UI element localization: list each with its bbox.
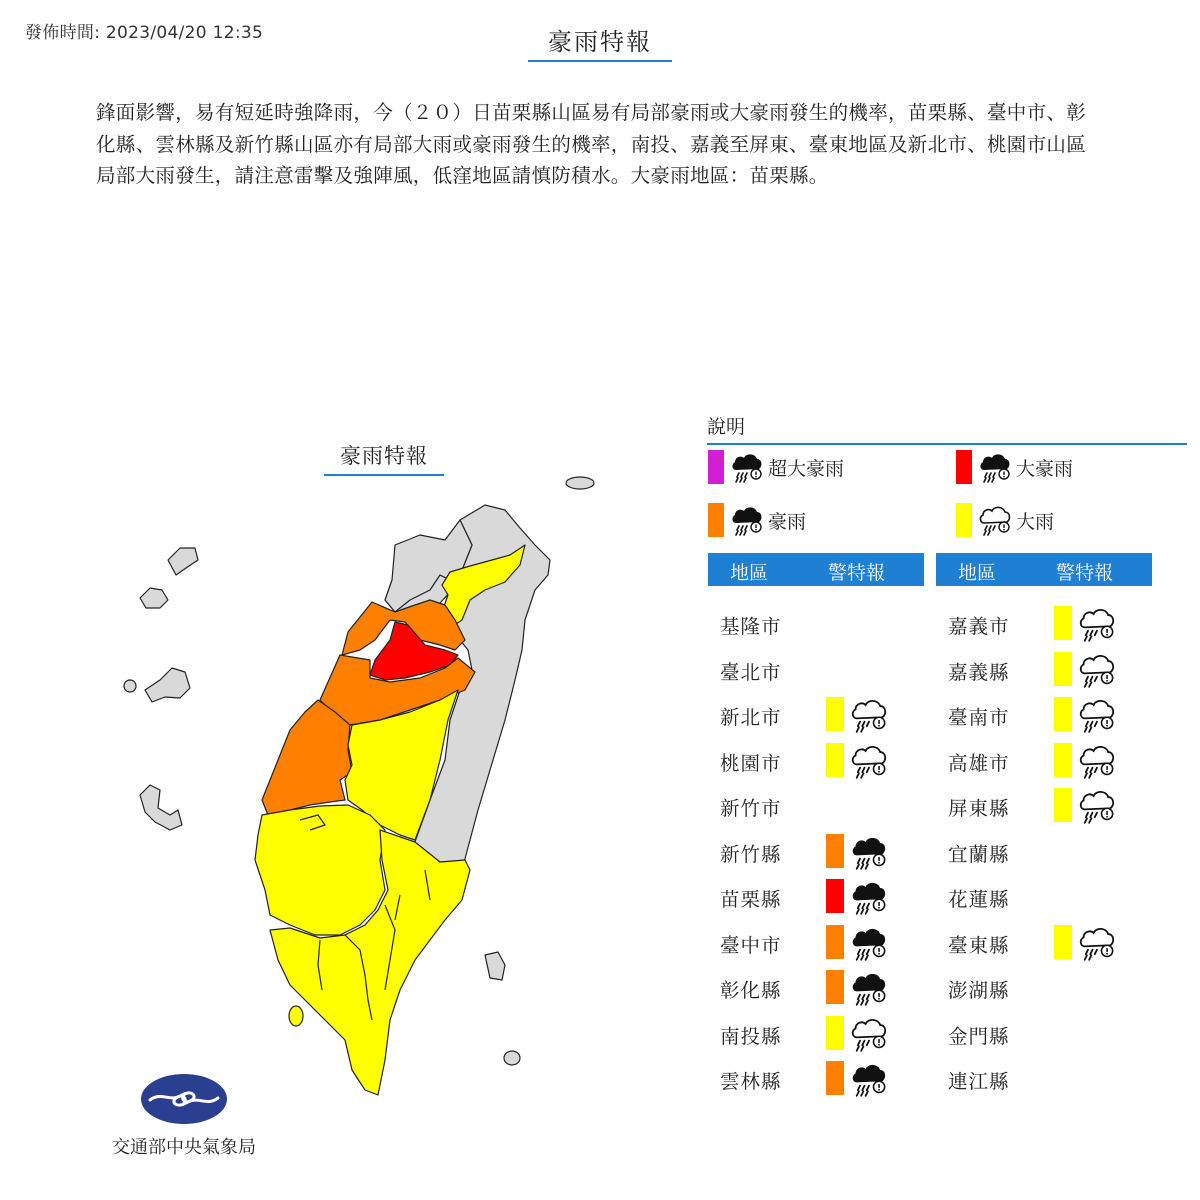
table-row bbox=[708, 788, 923, 822]
region-name: 金門縣 bbox=[948, 1024, 1010, 1048]
legend-swatch bbox=[708, 450, 724, 484]
taiwan-warning-map bbox=[110, 470, 600, 1110]
legend-label: 豪雨 bbox=[768, 510, 807, 533]
map-island-nw-2 bbox=[140, 588, 168, 608]
region-name: 新竹縣 bbox=[720, 842, 782, 866]
region-name: 新竹市 bbox=[720, 797, 782, 820]
table-row bbox=[936, 1061, 1151, 1095]
warning-swatch bbox=[1054, 925, 1072, 959]
storm-rain-icon bbox=[730, 450, 764, 484]
page-title: 豪雨特報 bbox=[528, 22, 672, 62]
region-name: 宜蘭縣 bbox=[948, 842, 1010, 866]
region-name: 新北市 bbox=[720, 706, 782, 729]
map-island-liuqiu bbox=[289, 1006, 303, 1026]
region-name: 連江縣 bbox=[948, 1070, 1010, 1093]
table-row bbox=[708, 879, 923, 913]
table-header-left bbox=[708, 553, 924, 586]
warning-swatch bbox=[1054, 652, 1072, 686]
table-row bbox=[936, 743, 1151, 777]
table-row bbox=[936, 697, 1151, 731]
column-header-region: 地區 bbox=[958, 562, 997, 584]
cloud-rain-icon bbox=[850, 696, 888, 734]
table-row bbox=[708, 652, 923, 686]
region-name: 嘉義市 bbox=[948, 615, 1010, 638]
region-name: 桃園市 bbox=[720, 751, 782, 775]
cloud-rain-icon bbox=[1078, 651, 1116, 689]
warning-swatch bbox=[1054, 606, 1072, 640]
table-row bbox=[708, 1061, 923, 1095]
cloud-rain-icon bbox=[978, 503, 1012, 537]
legend-label: 超大豪雨 bbox=[768, 457, 845, 480]
legend-swatch bbox=[956, 503, 972, 537]
table-row bbox=[936, 788, 1151, 822]
warning-swatch bbox=[1054, 743, 1072, 777]
region-name: 臺東縣 bbox=[948, 933, 1010, 957]
storm-rain-icon bbox=[850, 924, 888, 962]
agency-name: 交通部中央氣象局 bbox=[112, 1137, 256, 1158]
table-row bbox=[936, 1016, 1151, 1050]
warning-swatch bbox=[826, 697, 844, 731]
map-island-nw-1 bbox=[168, 548, 198, 575]
storm-rain-icon bbox=[850, 833, 888, 871]
region-name: 屏東縣 bbox=[948, 797, 1010, 820]
map-island-orchid bbox=[504, 1051, 520, 1065]
storm-rain-icon bbox=[850, 969, 888, 1007]
map-island-ne bbox=[566, 477, 594, 489]
table-header-right bbox=[936, 553, 1152, 586]
legend-swatch bbox=[708, 503, 724, 537]
column-header-warning: 警特報 bbox=[1056, 562, 1114, 584]
legend-item-torrential-heavy bbox=[956, 450, 1073, 484]
cloud-rain-icon bbox=[1078, 605, 1116, 643]
region-name: 基隆市 bbox=[720, 615, 782, 638]
region-name: 苗栗縣 bbox=[720, 888, 782, 911]
region-name: 花蓮縣 bbox=[948, 888, 1010, 911]
issue-time: 發佈時間: 2023/04/20 12:35 bbox=[25, 23, 264, 43]
warning-swatch bbox=[826, 743, 844, 777]
region-name: 嘉義縣 bbox=[948, 660, 1010, 684]
warning-swatch bbox=[1054, 788, 1072, 822]
region-name: 澎湖縣 bbox=[948, 979, 1010, 1002]
cloud-rain-icon bbox=[1078, 787, 1116, 825]
legend-item-torrential bbox=[708, 503, 806, 537]
storm-rain-icon bbox=[850, 1060, 888, 1098]
cloud-rain-icon bbox=[850, 742, 888, 780]
table-row bbox=[708, 970, 923, 1004]
region-name: 南投縣 bbox=[720, 1024, 782, 1048]
table-row bbox=[936, 879, 1151, 913]
warning-swatch bbox=[826, 970, 844, 1004]
map-region-chiayi-tainan bbox=[255, 805, 385, 935]
map-region-changhua-yunlin bbox=[262, 700, 352, 815]
legend-item-extremely-torrential bbox=[708, 450, 844, 484]
cwb-logo bbox=[140, 1073, 228, 1125]
table-row bbox=[708, 743, 923, 777]
region-name: 臺中市 bbox=[720, 933, 782, 957]
storm-rain-icon bbox=[850, 878, 888, 916]
table-row bbox=[708, 834, 923, 868]
warning-swatch bbox=[826, 1016, 844, 1050]
region-name: 雲林縣 bbox=[720, 1070, 782, 1093]
warning-swatch bbox=[826, 879, 844, 913]
column-header-region: 地區 bbox=[730, 562, 769, 584]
table-row bbox=[936, 834, 1151, 868]
warning-description: 鋒面影響，易有短延時強降雨，今（２０）日苗栗縣山區易有局部豪雨或大豪雨發生的機率，苗栗縣、臺中市、彰化縣、雲林縣及新竹縣山區亦有局部大雨或豪雨發生的機率，南投、嘉義至屏東、臺東地區及新北市、桃園市山區局部大雨發生，請注意雷擊及強陣風，低窪地區請慎防積水。大豪雨地區：苗栗縣。 bbox=[96, 101, 1087, 187]
warning-swatch bbox=[826, 834, 844, 868]
map-island-penghu-2 bbox=[140, 785, 182, 830]
warning-swatch bbox=[826, 925, 844, 959]
table-row bbox=[936, 652, 1151, 686]
map-island-green bbox=[485, 952, 505, 980]
table-row bbox=[936, 970, 1151, 1004]
storm-rain-icon bbox=[730, 503, 764, 537]
cloud-rain-icon bbox=[1078, 924, 1116, 962]
cloud-rain-icon bbox=[850, 1015, 888, 1053]
table-row bbox=[936, 925, 1151, 959]
legend-swatch bbox=[956, 450, 972, 484]
column-header-warning: 警特報 bbox=[828, 562, 886, 584]
table-row bbox=[936, 606, 1151, 640]
legend-title: 說明 bbox=[707, 412, 1187, 445]
cloud-rain-icon bbox=[1078, 742, 1116, 780]
legend-label: 大雨 bbox=[1016, 510, 1055, 533]
table-row bbox=[708, 1016, 923, 1050]
table-row bbox=[708, 697, 923, 731]
region-name: 彰化縣 bbox=[720, 979, 782, 1002]
table-row bbox=[708, 925, 923, 959]
storm-rain-icon bbox=[978, 450, 1012, 484]
legend-label: 大豪雨 bbox=[1016, 457, 1074, 480]
region-name: 臺北市 bbox=[720, 660, 782, 684]
cloud-rain-icon bbox=[1078, 696, 1116, 734]
table-row bbox=[708, 606, 923, 640]
warning-swatch bbox=[1054, 697, 1072, 731]
map-island-penghu-3 bbox=[124, 680, 136, 692]
map-island-penghu-1 bbox=[145, 668, 190, 702]
warning-swatch bbox=[826, 1061, 844, 1095]
region-name: 高雄市 bbox=[948, 751, 1010, 775]
map-title: 豪雨特報 bbox=[324, 440, 444, 476]
legend-item-heavy bbox=[956, 503, 1054, 537]
region-name: 臺南市 bbox=[948, 706, 1010, 729]
